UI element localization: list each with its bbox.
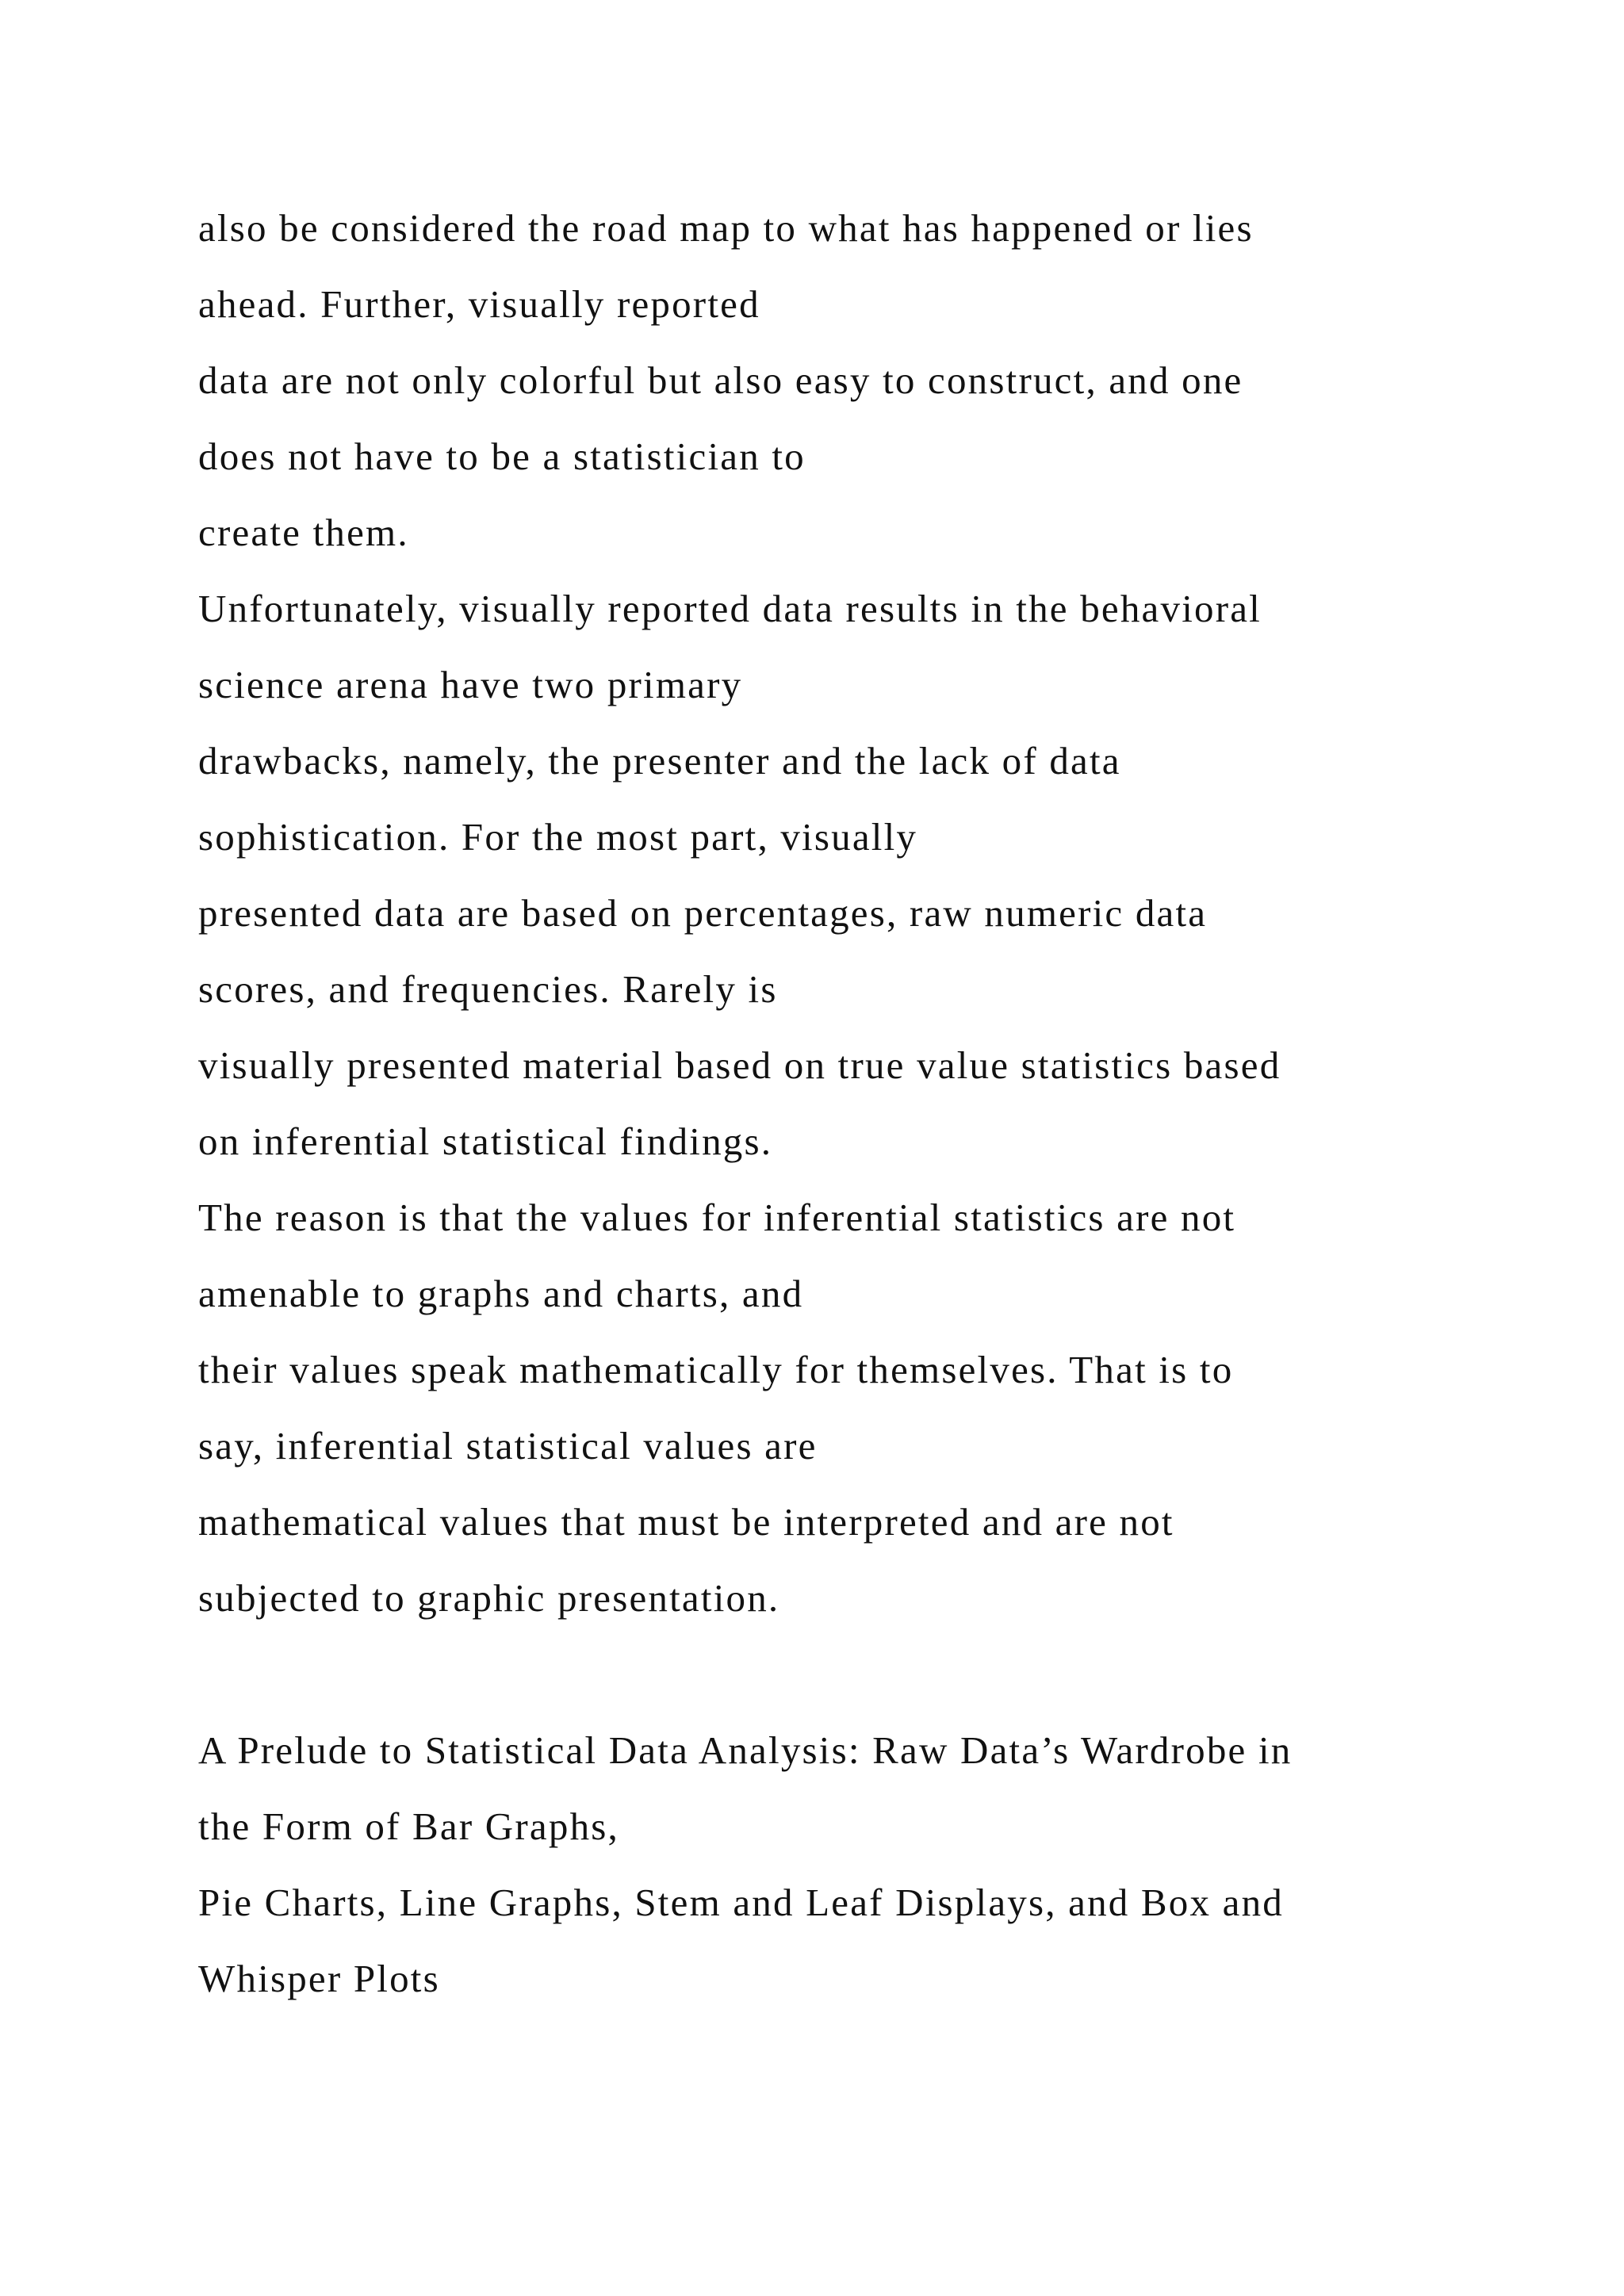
body-line: Unfortunately, visually reported data results in the behavioral [198,587,1262,630]
body-line: their values speak mathematically for themselves. That is to [198,1348,1234,1391]
body-line: ahead. Further, visually reported [198,282,760,326]
body-line: also be considered the road map to what has happened or lies [198,206,1254,250]
section-heading-line: A Prelude to Statistical Data Analysis: Raw Data’s Wardrobe in [198,1728,1293,1772]
body-line: scores, and frequencies. Rarely is [198,967,778,1011]
document-text [198,190,1562,2017]
body-line: science arena have two primary [198,663,743,706]
body-line: presented data are based on percentages, raw numeric data [198,891,1208,935]
body-line: create them. [198,511,409,554]
body-line: does not have to be a statistician to [198,434,806,478]
body-line: amenable to graphs and charts, and [198,1272,804,1315]
paragraph-gap [198,1636,1562,1712]
body-line: visually presented material based on true value statistics based [198,1043,1281,1087]
section-heading-line: Whisper Plots [198,1957,440,2000]
body-line: subjected to graphic presentation. [198,1576,780,1620]
body-line: mathematical values that must be interpreted and are not [198,1500,1174,1544]
section-heading-line: the Form of Bar Graphs, [198,1804,619,1848]
body-line: say, inferential statistical values are [198,1424,818,1468]
body-line: on inferential statistical findings. [198,1119,773,1163]
body-line: drawbacks, namely, the presenter and the lack of data [198,739,1121,783]
body-line: The reason is that the values for inferential statistics are not [198,1196,1236,1239]
body-line: sophistication. For the most part, visually [198,815,918,859]
body-line: data are not only colorful but also easy to construct, and one [198,358,1243,402]
section-heading-line: Pie Charts, Line Graphs, Stem and Leaf Displays, and Box and [198,1881,1285,1924]
